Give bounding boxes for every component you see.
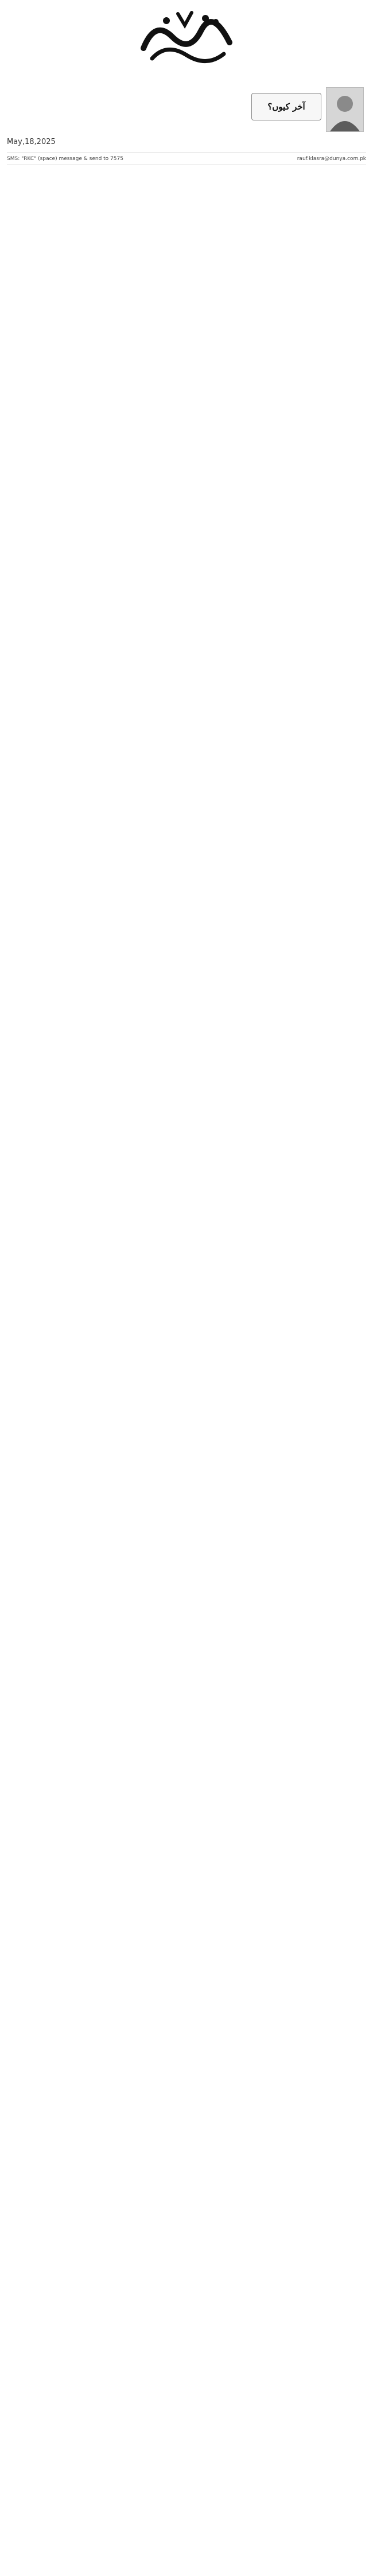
paragraph	[9, 551, 364, 566]
sms-instruction: SMS: "RKC" (space) message & send to 7575	[7, 156, 123, 162]
newspaper-logo-icon	[132, 8, 241, 70]
column-header	[0, 80, 373, 178]
paragraph	[9, 202, 364, 217]
paragraph	[9, 257, 364, 272]
paragraph	[9, 184, 364, 198]
paragraph	[9, 441, 364, 455]
paragraph	[9, 239, 364, 254]
paragraph	[9, 496, 364, 510]
paragraph	[9, 404, 364, 419]
publish-date: May,18,2025	[7, 138, 56, 146]
paragraph	[9, 514, 364, 529]
paragraph	[9, 477, 364, 492]
article-headline	[11, 103, 218, 134]
paragraph	[9, 532, 364, 547]
contact-line	[7, 153, 366, 165]
paragraph	[9, 367, 364, 382]
paragraph	[9, 312, 364, 327]
paragraph	[9, 349, 364, 364]
paragraph	[9, 275, 364, 290]
writer-portrait-icon	[326, 87, 364, 132]
paragraph	[9, 422, 364, 437]
column-title: آخر کیوں؟	[251, 93, 321, 120]
paragraph	[9, 294, 364, 309]
paragraph	[9, 330, 364, 345]
paragraph	[9, 569, 364, 584]
article-body	[9, 184, 364, 2558]
paragraph	[9, 220, 364, 235]
paragraph	[9, 459, 364, 474]
masthead	[0, 0, 373, 80]
paragraph	[9, 385, 364, 400]
author-email: rauf.klasra@dunya.com.pk	[297, 156, 366, 162]
